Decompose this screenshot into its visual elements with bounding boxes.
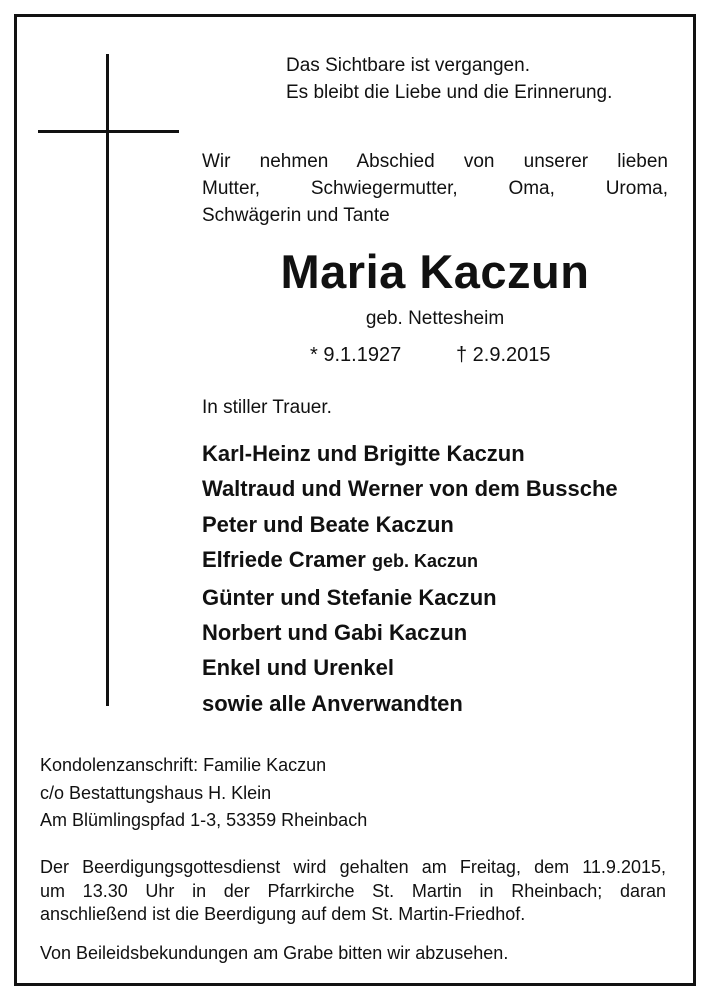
funeral-info xyxy=(40,856,666,927)
intro-text xyxy=(202,148,668,229)
mourner-name: Elfriede Cramer xyxy=(202,547,366,573)
intro-line-3: Schwägerin und Tante xyxy=(202,205,390,226)
funeral-line-3: anschließend ist die Beerdigung auf dem St. Martin-Friedhof. xyxy=(40,904,526,924)
contact-line-2: c/o Bestattungshaus H. Klein xyxy=(40,782,272,803)
funeral-line-1: Der Beerdigungsgottesdienst wird gehalten am Freitag, dem 11.9.2015, xyxy=(40,857,666,877)
intro-line-1: Wir nehmen Abschied von unserer lieben xyxy=(202,151,668,172)
mourner-name: Enkel und Urenkel xyxy=(202,655,394,681)
condolence-address xyxy=(40,752,367,835)
closing-note: Von Beileidsbekundungen am Grabe bitten wir abzusehen. xyxy=(40,943,509,963)
motto xyxy=(286,52,612,106)
birth-date: * 9.1.1927 xyxy=(310,344,402,366)
mourner-item xyxy=(202,436,618,471)
intro-line-2: Mutter, Schwiegermutter, Oma, Uroma, xyxy=(202,178,668,199)
mourner-item xyxy=(202,580,618,615)
mourner-name: Waltraud und Werner von dem Bussche xyxy=(202,476,618,502)
contact-line-1: Kondolenzanschrift: Familie Kaczun xyxy=(40,755,327,775)
mourner-item xyxy=(202,686,618,721)
mourner-list xyxy=(202,436,618,721)
cross-vertical-bar xyxy=(106,54,109,706)
mourner-name: Peter und Beate Kaczun xyxy=(202,511,454,537)
mourner-name: sowie alle Anverwandten xyxy=(202,690,463,716)
mourner-item xyxy=(202,650,618,685)
mourner-item xyxy=(202,542,618,579)
funeral-line-2: um 13.30 Uhr in der Pfarrkirche St. Martin in Rheinbach; daran xyxy=(40,880,666,901)
contact-line-3: Am Blümlingspfad 1-3, 53359 Rheinbach xyxy=(40,810,368,830)
mourner-name: Karl-Heinz und Brigitte Kaczun xyxy=(202,441,525,466)
mourner-item xyxy=(202,471,618,506)
mourner-item xyxy=(202,615,618,650)
cross-horizontal-bar xyxy=(38,130,179,133)
mourner-item xyxy=(202,507,618,542)
birth-name: geb. Nettesheim xyxy=(365,308,505,329)
deceased-name: Maria Kaczun xyxy=(280,245,590,298)
mourning-phrase: In stiller Trauer. xyxy=(202,397,332,418)
mourner-name: Norbert und Gabi Kaczun xyxy=(202,620,468,646)
motto-line-2: Es bleibt die Liebe und die Erinnerung. xyxy=(286,82,613,103)
mourner-note: geb. Kaczun xyxy=(371,551,478,572)
motto-line-1: Das Sichtbare ist vergangen. xyxy=(286,55,530,76)
mourner-name: Günter und Stefanie Kaczun xyxy=(202,584,497,610)
death-date: † 2.9.2015 xyxy=(456,344,551,366)
